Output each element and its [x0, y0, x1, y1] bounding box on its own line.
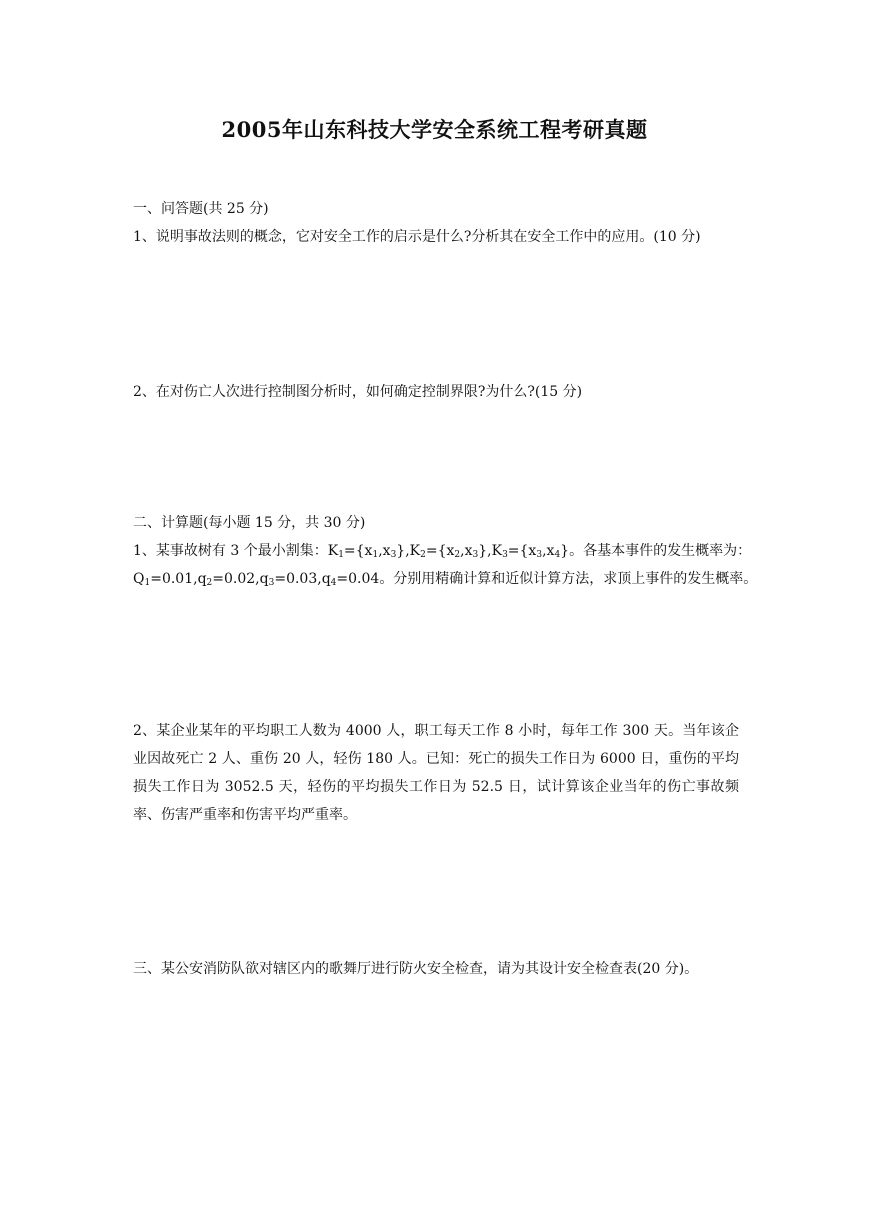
document-title: 2005年山东科技大学安全系统工程考研真题 — [221, 117, 648, 142]
q1-prefix: 1、某事故树有 3 个最小割集： — [133, 543, 328, 559]
section1-heading: 一、问答题(共 25 分) — [133, 201, 269, 217]
section2-question1-line1: 1、某事故树有 3 个最小割集：$K_1=\{x_1,x_3\},K_2=\{x_2,x_3\},K_3=\{x_3,x_4\}$。各基本事件的发生概率为： — [133, 543, 752, 560]
section3-heading: 三、某公安消防队欲对辖区内的歌舞厅进行防火安全检查，请为其设计安全检查表(20 分)。 — [133, 961, 699, 977]
section2-question1-line2: $Q_1=0.01,q_2=0.02,q_3=0.03,q_4=0.04$。分别用精确计算和近似计算方法，求顶上事件的发生概率。 — [133, 571, 758, 588]
section2-question2: 2、某企业某年的平均职工人数为 4000 人，职工每天工作 8 小时，每年工作 300 天。当年该企业因故死亡 2 人、重伤 20 人，轻伤 180 人。已知：死亡的损失工作日为 6000 日，重伤的平均损失工作日为 3052.5 天，轻伤的平均损失工作日为 52.5 日，试计算该企业当年的伤亡事故频率、伤害严重率和伤害平均严重率。 — [133, 723, 739, 823]
section1-question2: 2、在对伤亡人次进行控制图分析时，如何确定控制界限?为什么?(15 分) — [133, 384, 583, 400]
section1-question1: 1、说明事故法则的概念，它对安全工作的启示是什么?分析其在安全工作中的应用。(10 分) — [133, 229, 701, 245]
section2-heading: 二、计算题(每小题 15 分，共 30 分) — [133, 515, 366, 531]
